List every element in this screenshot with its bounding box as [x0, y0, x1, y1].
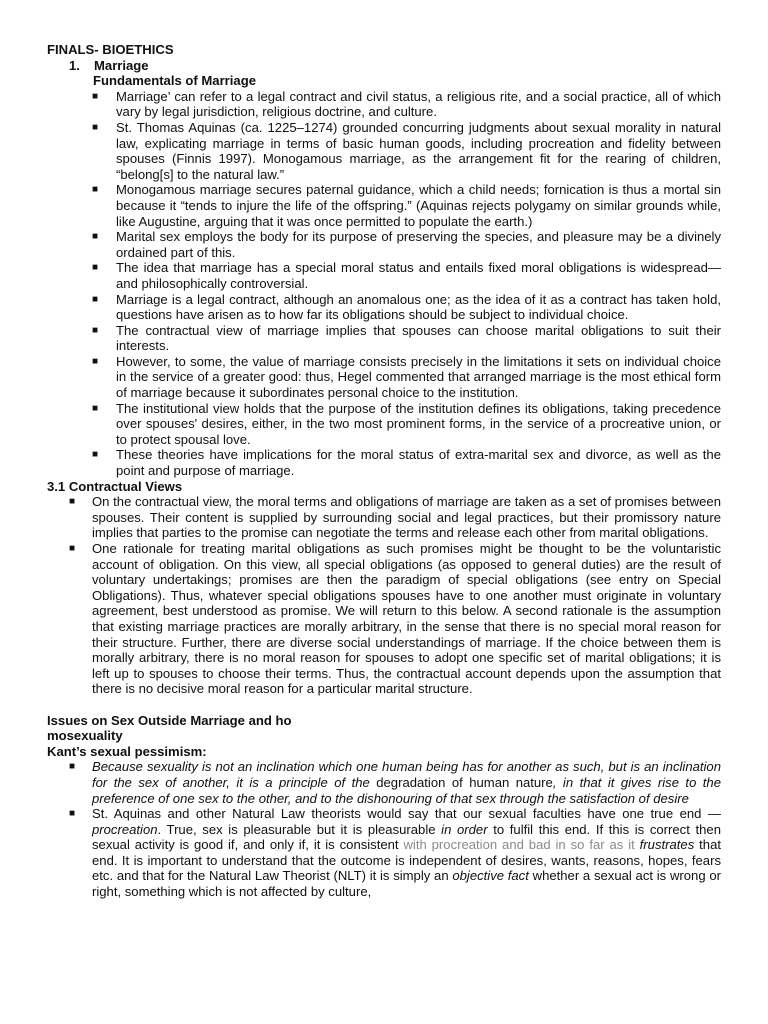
issues-heading-line2: mosexuality: [47, 728, 123, 744]
document-title: FINALS- BIOETHICS: [47, 42, 174, 57]
section-number: 1.: [69, 57, 80, 73]
italic-text: , in that it gives rise to the preference of one sex to the other, and to the dishonouring of that sex through the satisfaction of desire: [92, 774, 721, 806]
plain-text: degradation of human nature: [369, 774, 553, 790]
list-item: ■ Marriage’ can refer to a legal contract and civil status, a religious rite, and a social practice, all of which vary by legal jurisdiction, religious doctrine, and culture.: [47, 89, 721, 120]
list-item: ■ Monogamous marriage secures paternal guidance, which a child needs; fornication is thus a mortal sin because it “tends to injure the life of the offspring.” (Aquinas rejects polygamy on similar grounds while, like Augustine, arguing that it was once permitted to populate the earth.): [47, 182, 721, 229]
list-item: ■ St. Thomas Aquinas (ca. 1225–1274) grounded concurring judgments about sexual morality in natural law, explicating marriage in terms of basic human goods, including procreation and fidelity between spouses (Finnis 1997). Monogamous marriage, as the arrangement fit for the rearing of children, “belong[s] to the natural law.”: [47, 120, 721, 182]
list-item-aquinas: [47, 806, 721, 900]
document-page: [47, 42, 721, 900]
list-item: ■ Marital sex employs the body for its purpose of preserving the species, and pleasure may be a divinely ordained part of this.: [47, 229, 721, 260]
gray-text: with procreation and bad in so far as it: [403, 837, 640, 853]
list-item: ■ These theories have implications for the moral status of extra-marital sex and divorce, as well as the point and purpose of marriage.: [47, 447, 721, 478]
plain-text: St. Aquinas and other Natural Law theorists would say that our sexual faculties have one true end —: [92, 806, 721, 822]
italic-text: Because sexuality is not an inclination which one human being has for another as such, but is an inclination for the sex of another, it is a principle of the: [92, 759, 721, 790]
list-item-kant: [47, 759, 721, 806]
issues-bullet-list: [47, 759, 721, 899]
italic-text: procreation: [92, 821, 158, 837]
list-item: ■ The contractual view of marriage implies that spouses can choose marital obligations to suit their interests.: [47, 323, 721, 354]
list-item: ■ One rationale for treating marital obligations as such promises might be thought to be the voluntaristic account of obligation. On this view, all special obligations (as opposed to general duties) are the result of voluntary undertakings; promises are then the paradigm of special obligations (see entry on Special Obligations). Thus, whatever special obligations spouses have to one another must originate in voluntary agreement, best understood as promise. We will return to this below. A second rationale is the assumption that existing marriage practices are morally arbitrary, in the sense that there is no special moral reason for their structure. Further, there are diverse social understandings of marriage. If the choice between them is morally arbitrary, there is no moral reason for spouses to adopt one specific set of marital obligations; it is left up to spouses to choose their terms. Thus, the contractual account depends upon the assumption that there is no decisive moral reason for a particular marital structure.: [47, 541, 721, 697]
list-item: ■ However, to some, the value of marriage consists precisely in the limitations it sets on individual choice in the service of a greater good: thus, Hegel commented that arranged marriage is the most ethical form of marriage because it subordinates personal choice to the institution.: [47, 354, 721, 401]
issues-heading-line1: Issues on Sex Outside Marriage and ho: [47, 712, 292, 728]
section-heading-marriage: [47, 58, 721, 74]
marriage-bullet-list: [47, 89, 721, 479]
italic-text: objective fact: [452, 868, 529, 884]
plain-text: . True, sex is pleasurable but it is pleasurable: [157, 821, 442, 837]
kant-heading: Kant’s sexual pessimism:: [47, 743, 207, 759]
spacer: [47, 697, 721, 713]
list-item: ■ Marriage is a legal contract, although an anomalous one; as the idea of it as a contract has taken hold, questions have arisen as to how far its obligations should be subject to individual choice.: [47, 292, 721, 323]
contractual-views-heading: 3.1 Contractual Views: [47, 478, 183, 494]
list-item: ■ The idea that marriage has a special moral status and entails fixed moral obligations is widespread—and philosophically controversial.: [47, 260, 721, 291]
plain-text: whether a sexual act is wrong or right, something which is not affected by culture,: [92, 868, 721, 900]
plain-text: to fulfil this end. If this is correct then sexual activity is good if, and only if, it is consistent: [92, 821, 721, 853]
list-item: ■ On the contractual view, the moral terms and obligations of marriage are taken as a set of promises between spouses. Their content is supplied by surrounding social and legal practices, but their promissory nature implies that parties to the promise can negotiate the terms and release each other from marital obligations.: [47, 494, 721, 541]
italic-text: in order: [441, 821, 488, 837]
subsection-title: Fundamentals of Marriage: [93, 73, 256, 89]
contractual-bullet-list: [47, 494, 721, 697]
italic-text: frustrates: [639, 837, 695, 853]
section-title: Marriage: [94, 57, 149, 73]
list-item: ■ The institutional view holds that the purpose of the institution defines its obligations, taking precedence over spouses' desires, either, in the two most prominent forms, in the service of a procreative union, or to protect spousal love.: [47, 401, 721, 448]
plain-text: that end. It is important to understand that the outcome is independent of desires, wants, reasons, hopes, fears etc. and that for the Natural Law Theorist (NLT) it is simply an: [92, 837, 721, 884]
